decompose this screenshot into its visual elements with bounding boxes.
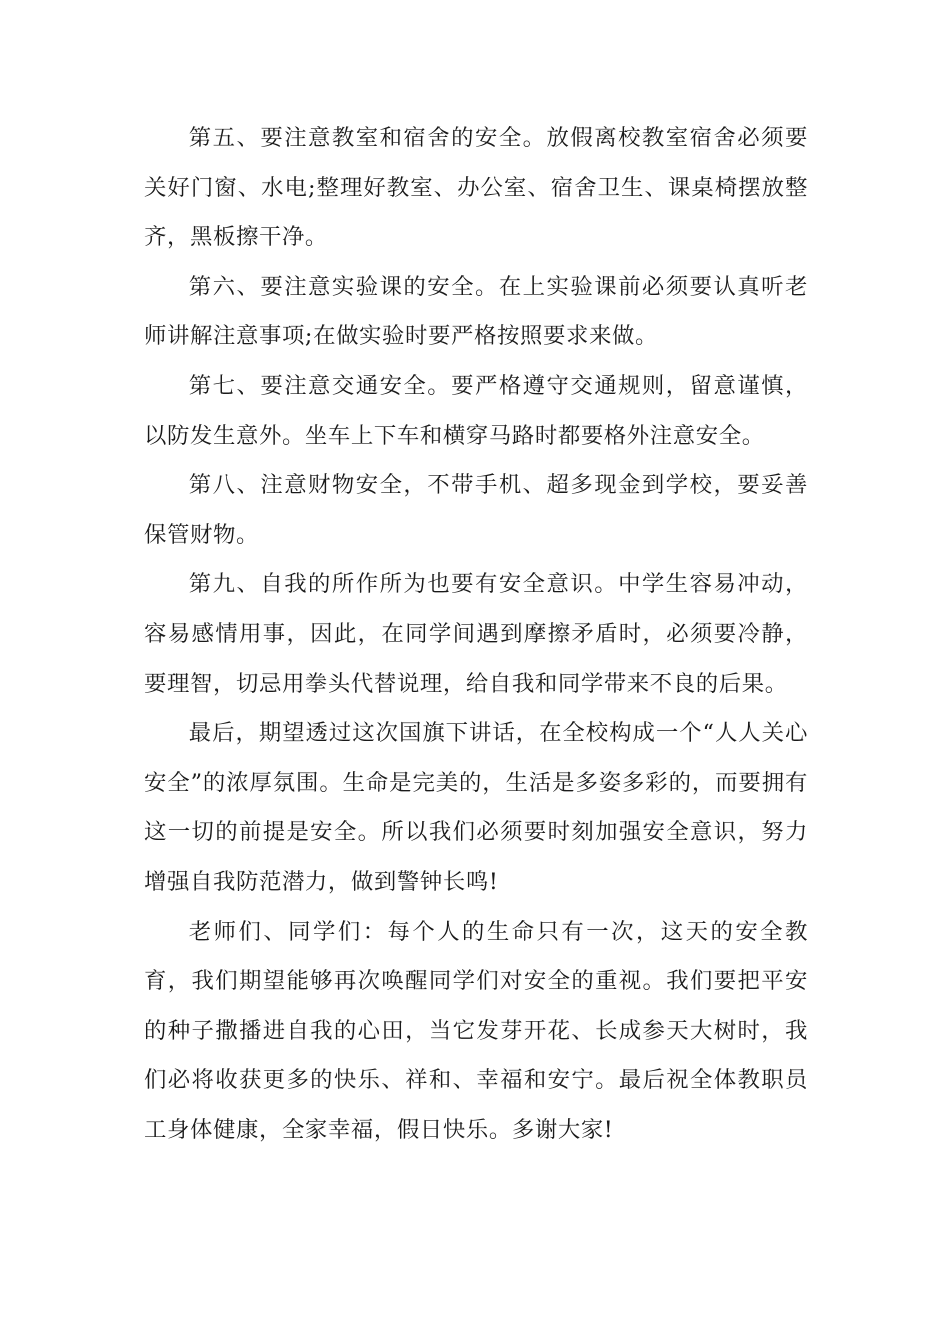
paragraph-5th-classroom-dorm-safety: 第五、要注意教室和宿舍的安全。放假离校教室宿舍必须要关好门窗、水电;整理好教室、办公室、宿舍卫生、课桌椅摆放整齐，黑板擦干净。: [144, 125, 808, 251]
document-body: [144, 114, 808, 1155]
paragraph-closing-address: 老师们、同学们：每个人的生命只有一次，这天的安全教育，我们期望能够再次唤醒同学们对安全的重视。我们要把平安的种子撒播进自我的心田，当它发芽开花、长成参天大树时，我们必将收获更多的快乐、祥和、幸福和安宁。最后祝全体教职员工身体健康，全家幸福，假日快乐。多谢大家!: [144, 918, 808, 1143]
paragraph-7th-traffic-safety: 第七、要注意交通安全。要严格遵守交通规则，留意谨慎，以防发生意外。坐车上下车和横穿马路时都要格外注意安全。: [144, 372, 808, 449]
paragraph-6th-lab-safety: 第六、要注意实验课的安全。在上实验课前必须要认真听老师讲解注意事项;在做实验时要严格按照要求来做。: [144, 273, 808, 350]
paragraph-finally: 最后，期望透过这次国旗下讲话，在全校构成一个“人人关心安全”的浓厚氛围。生命是完美的，生活是多姿多彩的，而要拥有这一切的前提是安全。所以我们必须要时刻加强安全意识，努力增强自我防范潜力，做到警钟长鸣!: [144, 720, 808, 895]
paragraph-9th-self-conduct-safety: 第九、自我的所作所为也要有安全意识。中学生容易冲动，容易感情用事，因此，在同学间遇到摩擦矛盾时，必须要冷静，要理智，切忌用拳头代替说理，给自我和同学带来不良的后果。: [144, 571, 808, 697]
paragraph-8th-property-safety: 第八、注意财物安全，不带手机、超多现金到学校，要妥善保管财物。: [144, 472, 808, 548]
